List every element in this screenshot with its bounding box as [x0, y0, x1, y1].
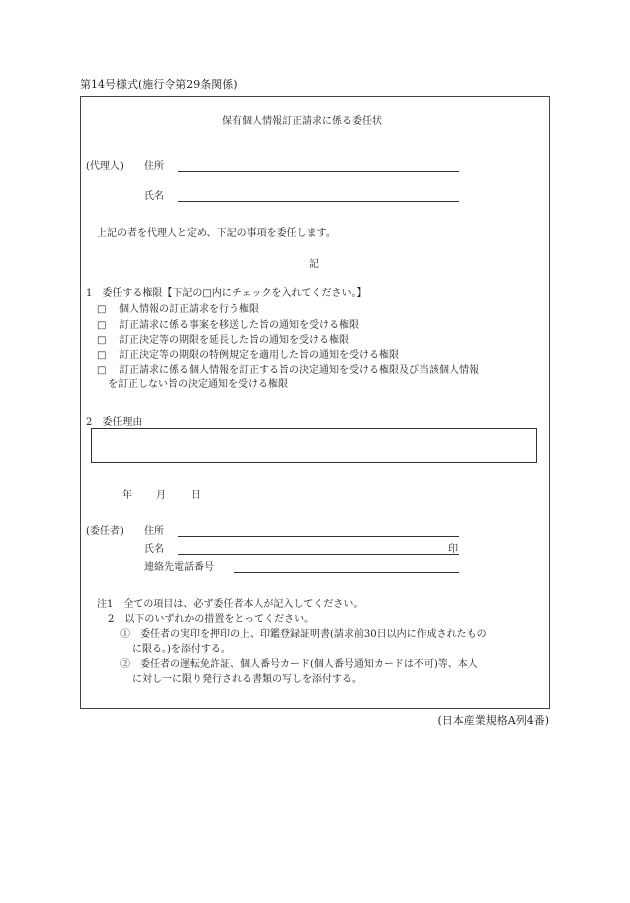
- principal-phone-field[interactable]: [234, 572, 459, 573]
- reason-heading: 2 委任理由: [86, 417, 143, 428]
- authority-item: [97, 349, 399, 362]
- note-2-option-2: ② 委任者の運転免許証、個人番号カード(個人番号通知カードは不可)等、本人: [120, 659, 478, 670]
- agent-name-label: 氏名: [144, 191, 164, 202]
- note-1: 注1 全ての項目は、必ず委任者本人が記入してください。: [97, 599, 364, 610]
- authority-item-text: 個人情報の訂正請求を行う権限: [119, 304, 259, 315]
- authority-item-text: 訂正決定等の期限の特例規定を適用した旨の通知を受ける権限: [119, 350, 399, 361]
- principal-name-label: 氏名: [144, 544, 164, 555]
- principal-label: (委任者): [86, 526, 124, 537]
- agent-label: (代理人): [86, 161, 124, 172]
- principal-phone-label: 連絡先電話番号: [144, 562, 214, 573]
- checkbox[interactable]: □: [97, 365, 107, 376]
- reason-box[interactable]: [91, 428, 537, 463]
- date-day: 日: [191, 490, 201, 501]
- principal-name-field[interactable]: [178, 554, 459, 555]
- date-year: 年: [122, 490, 132, 501]
- authority-item-continuation: を訂正しない旨の決定通知を受ける権限: [108, 379, 288, 390]
- note-2-option-2-cont: に対し一に限り発行される書類の写しを添付する。: [132, 674, 362, 685]
- authority-item: [97, 364, 479, 377]
- authority-item: [97, 334, 349, 347]
- agent-name-field[interactable]: [178, 201, 459, 202]
- principal-address-label: 住所: [144, 526, 164, 537]
- checkbox[interactable]: □: [97, 304, 107, 315]
- form-number: 第14号様式(施行令第29条関係): [80, 78, 238, 91]
- note-2-option-1: ① 委任者の実印を押印の上、印鑑登録証明書(請求前30日以内に作成されたもの: [120, 629, 487, 640]
- checkbox[interactable]: □: [97, 335, 107, 346]
- ki-heading: 記: [309, 259, 319, 270]
- agent-address-label: 住所: [144, 161, 164, 172]
- checkbox[interactable]: □: [97, 320, 107, 331]
- paper-standard-note: (日本産業規格A列4番): [437, 714, 549, 727]
- principal-address-field[interactable]: [178, 536, 459, 537]
- authority-item: [97, 319, 359, 332]
- authority-item-text: 訂正請求に係る個人情報を訂正する旨の決定通知を受ける権限及び当該個人情報: [119, 365, 479, 376]
- delegation-statement: 上記の者を代理人と定め、下記の事項を委任します。: [97, 228, 336, 239]
- note-2: 2 以下のいずれかの措置をとってください。: [108, 614, 315, 625]
- date-month: 月: [156, 490, 166, 501]
- authority-item-text: 訂正決定等の期限を延長した旨の通知を受ける権限: [119, 335, 349, 346]
- agent-address-field[interactable]: [178, 171, 459, 172]
- seal-mark: 印: [448, 544, 458, 555]
- authority-item-text: 訂正請求に係る事案を移送した旨の通知を受ける権限: [119, 320, 359, 331]
- note-2-option-1-cont: に限る。)を添付する。: [132, 644, 231, 655]
- authority-item: [97, 303, 259, 316]
- document-title: 保有個人情報訂正請求に係る委任状: [222, 116, 382, 127]
- checkbox[interactable]: □: [97, 350, 107, 361]
- authority-heading: 1 委任する権限【下記の□内にチェックを入れてください。】: [86, 288, 367, 299]
